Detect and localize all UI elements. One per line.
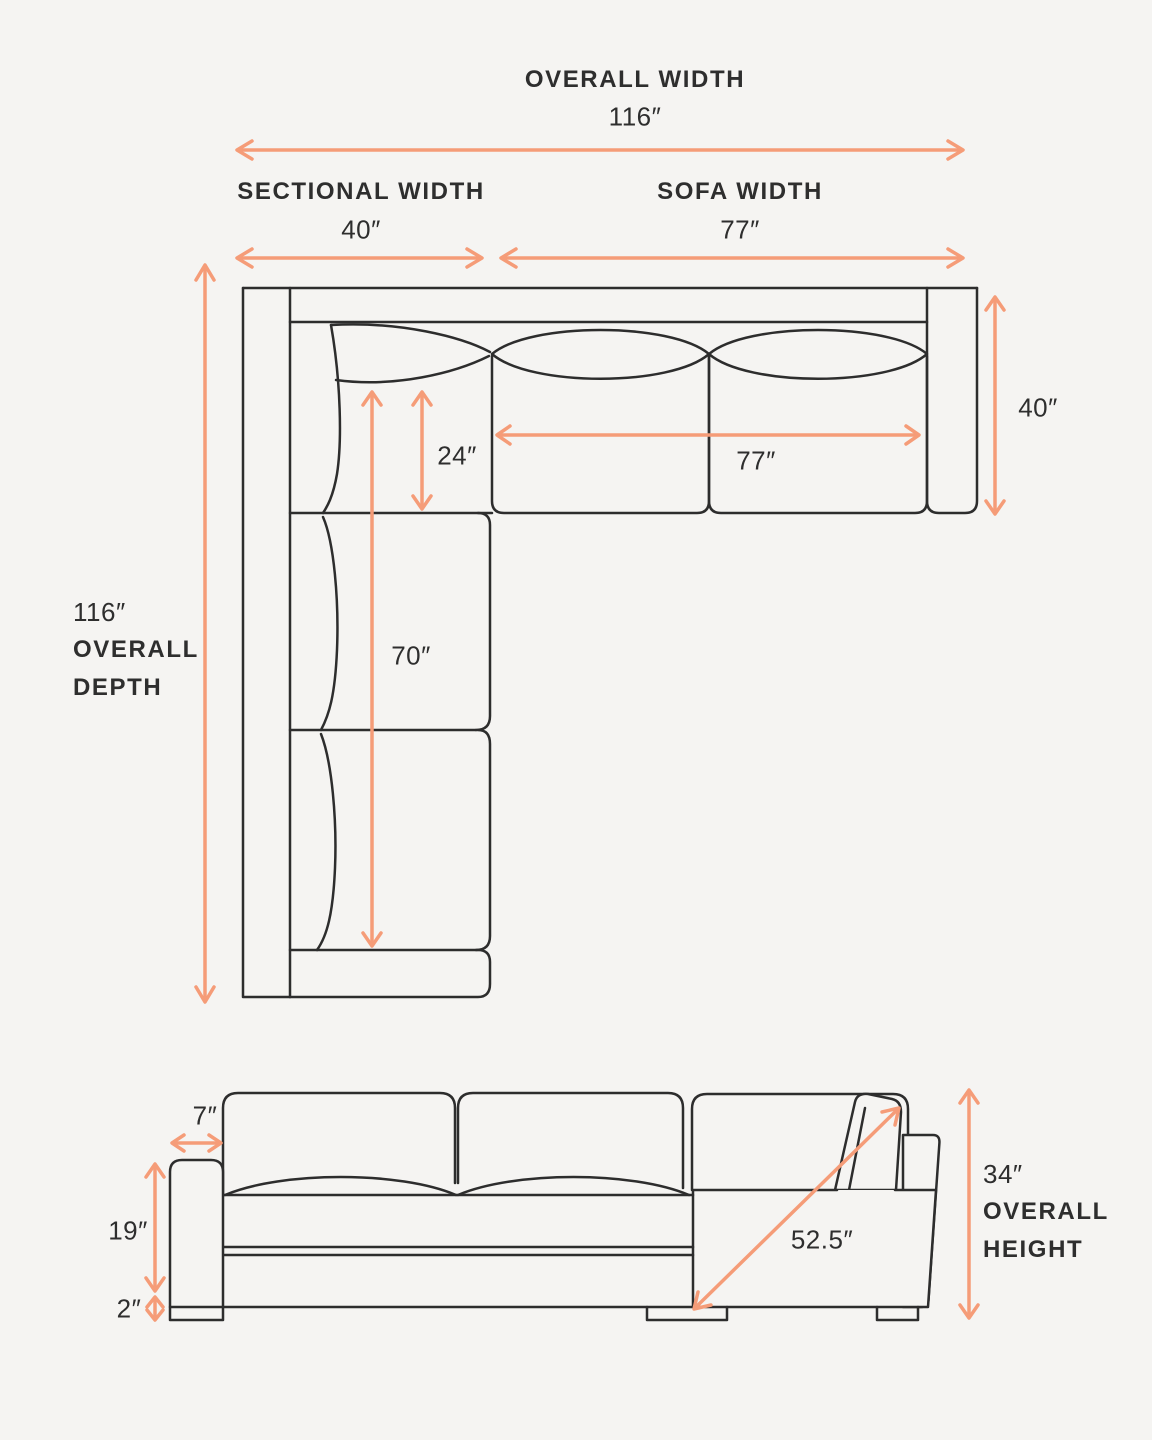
overall-depth-label	[73, 593, 199, 707]
seat-depth-value: 24″	[437, 440, 477, 471]
sofa-width-title: SOFA WIDTH	[657, 178, 823, 205]
overall-depth-word1: OVERALL	[73, 636, 199, 663]
overall-depth-word2: DEPTH	[73, 674, 163, 701]
seat-depth-arrow	[413, 392, 431, 509]
chaise-length-arrow	[363, 392, 381, 946]
overall-height-label	[983, 1155, 1109, 1269]
side-leg-right	[877, 1307, 918, 1320]
overall-width-arrow	[237, 141, 963, 159]
sectional-width-title: SECTIONAL WIDTH	[237, 178, 485, 205]
overall-width-value: 116″	[608, 101, 662, 132]
arm-width-value: 7″	[192, 1100, 218, 1131]
leg-height-value: 2″	[116, 1293, 142, 1324]
back-cushion-right	[709, 330, 927, 379]
sofa-depth-value: 40″	[1018, 392, 1058, 423]
back-cushion-corner	[331, 324, 490, 352]
seat-height-value: 19″	[108, 1215, 148, 1246]
sofa-top-view-outline	[243, 288, 977, 997]
sofa-depth-arrow	[986, 297, 1004, 514]
diagonal-depth-value: 52.5″	[790, 1224, 854, 1255]
arm-width-arrow	[172, 1135, 221, 1151]
overall-height-word2: HEIGHT	[983, 1236, 1084, 1263]
sectional-width-arrow	[237, 249, 482, 267]
overall-depth-value: 116″	[73, 597, 126, 627]
chaise-length-value: 70″	[391, 640, 431, 671]
sofa-side-view-outline	[170, 1093, 939, 1320]
overall-width-title: OVERALL WIDTH	[524, 66, 746, 93]
side-back-cushion-2	[458, 1093, 683, 1188]
sectional-width-value: 40″	[341, 214, 381, 245]
overall-height-arrow	[960, 1090, 978, 1318]
seat-width-value: 77″	[736, 445, 776, 476]
top-view-dimension-arrows	[196, 141, 1004, 1002]
leg-height-arrow	[147, 1297, 163, 1320]
seat-height-arrow	[146, 1164, 164, 1291]
overall-height-word1: OVERALL	[983, 1198, 1109, 1225]
overall-height-value: 34″	[983, 1159, 1023, 1189]
sofa-width-value: 77″	[720, 214, 760, 245]
back-cushion-middle	[492, 330, 709, 379]
sofa-width-arrow	[501, 249, 963, 267]
side-leg-left	[647, 1307, 727, 1320]
side-arm	[170, 1160, 223, 1320]
